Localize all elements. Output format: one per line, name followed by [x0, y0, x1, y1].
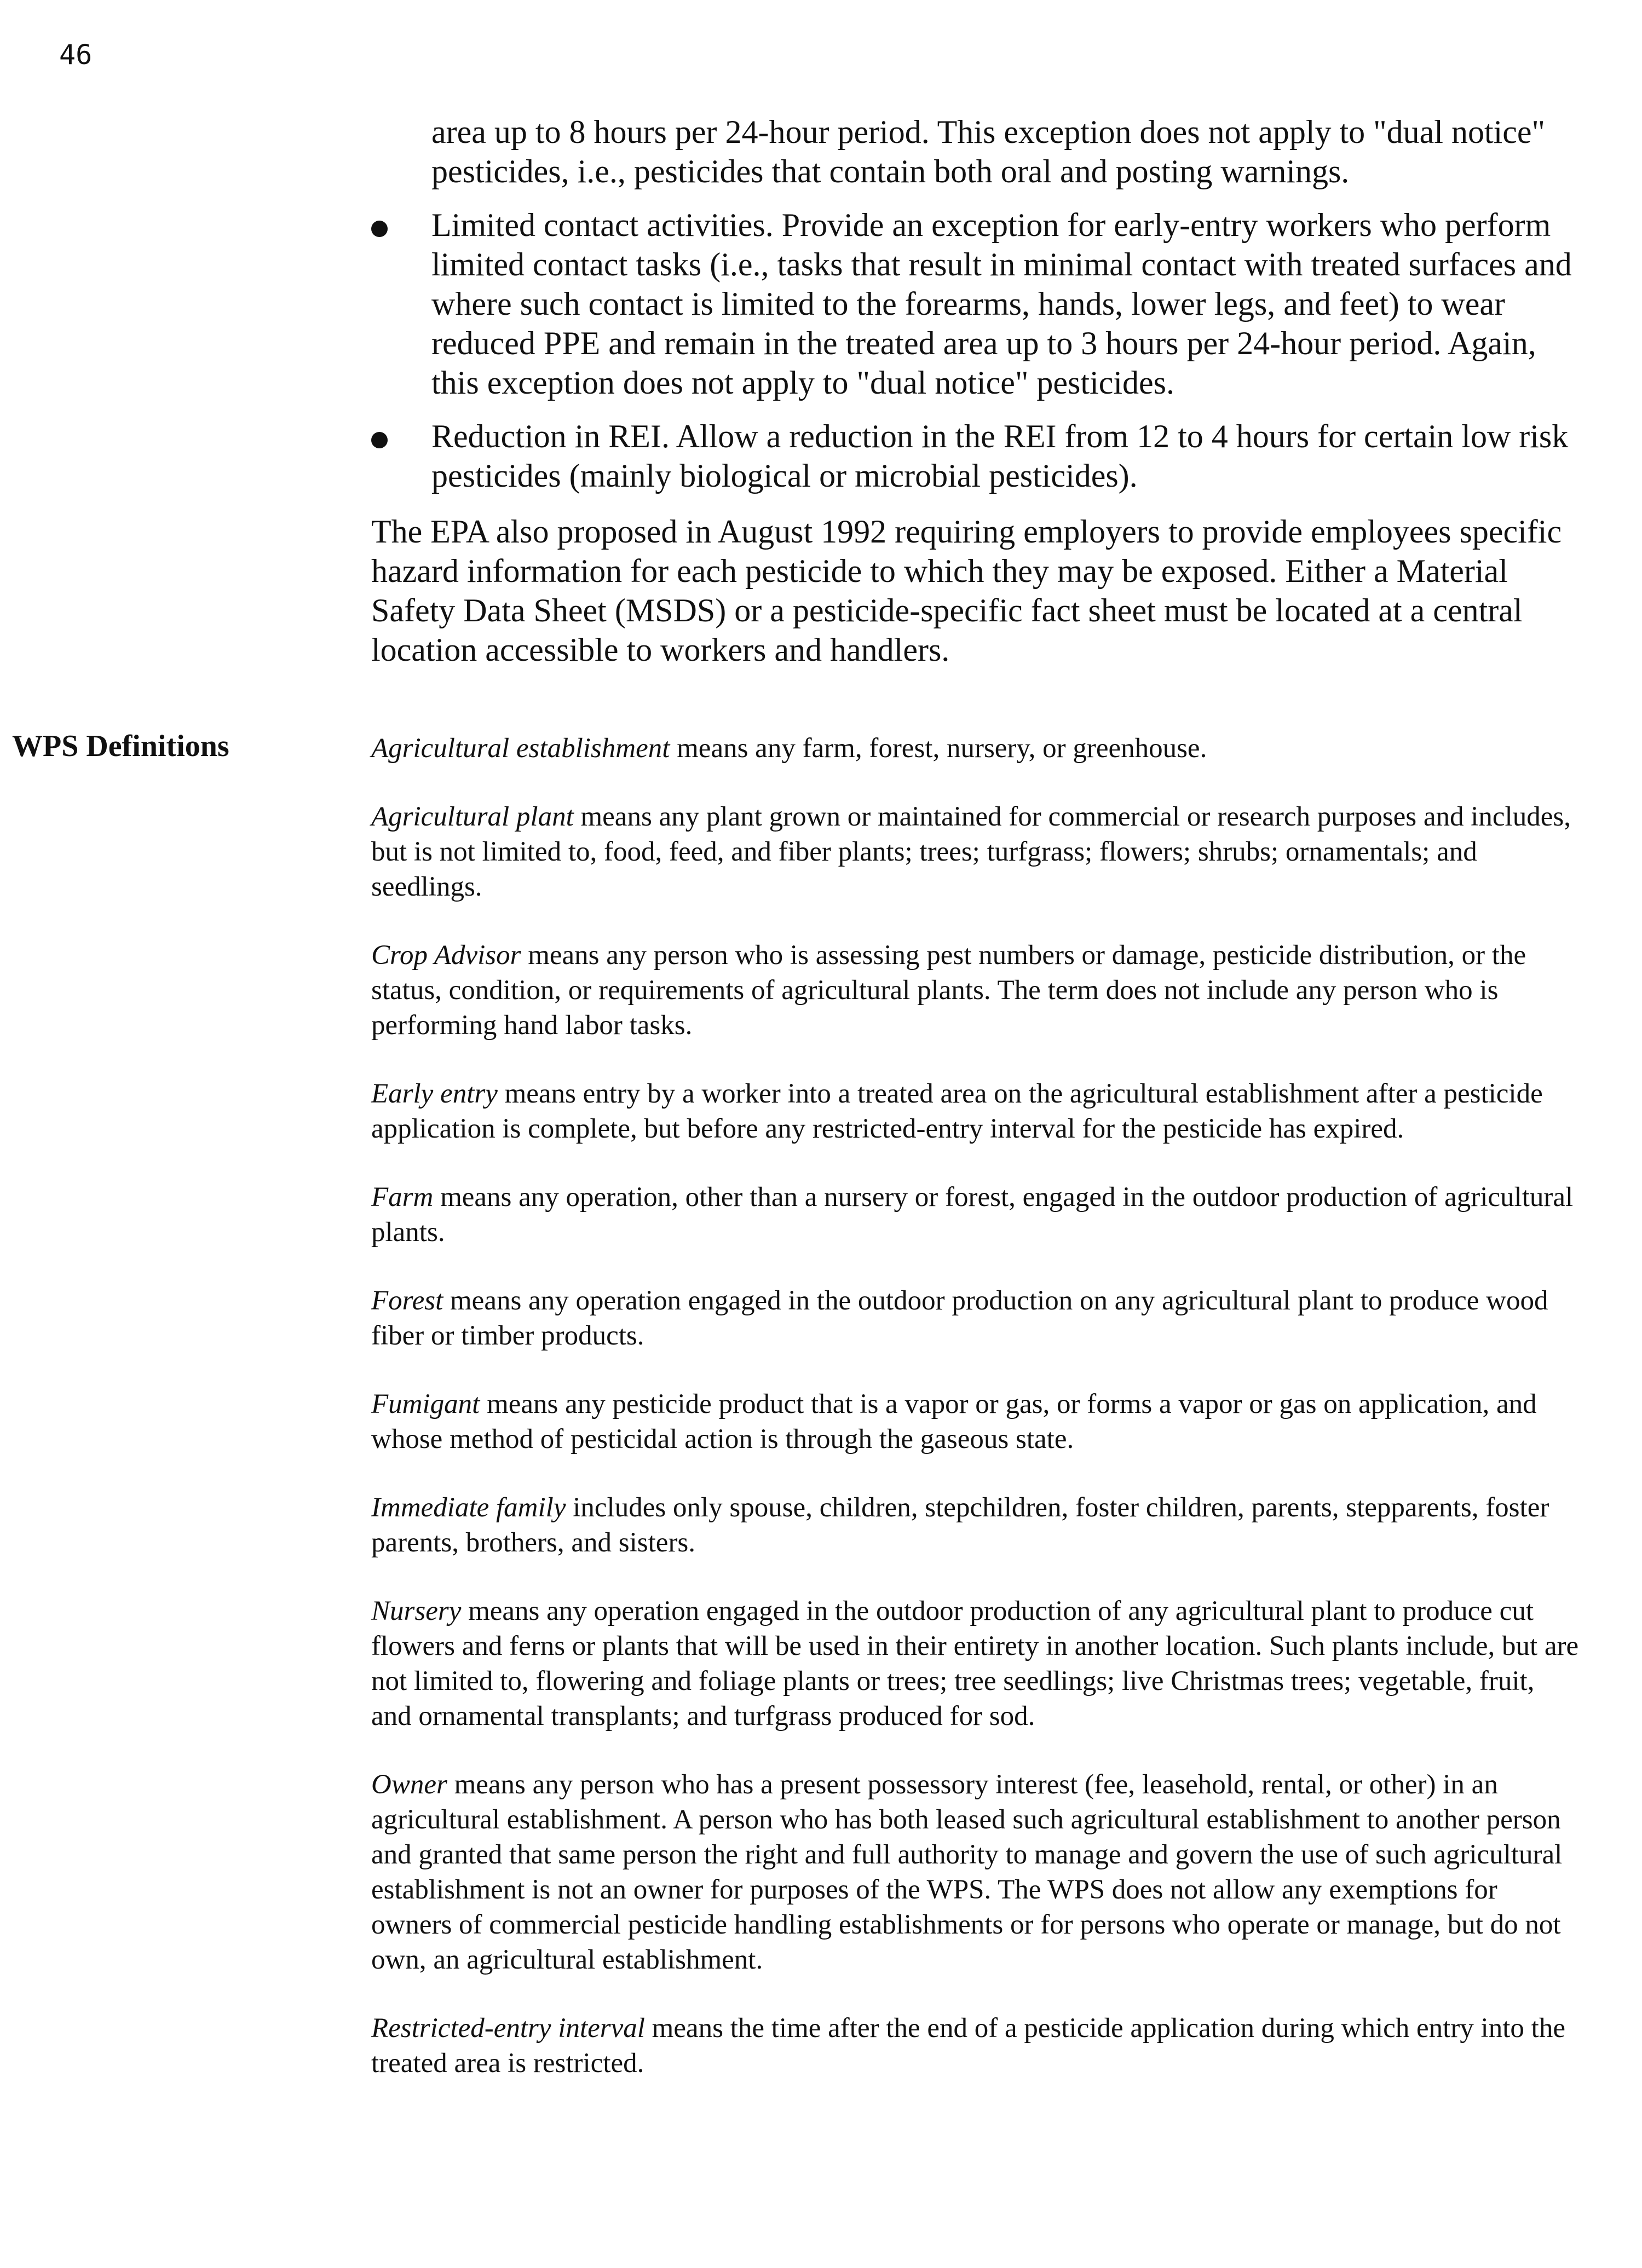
definition-term: Forest: [371, 1285, 443, 1316]
bullet-item: [371, 417, 1576, 495]
definition-term: Early entry: [371, 1078, 498, 1109]
definitions-list: [371, 731, 1581, 2114]
definition-agricultural-plant: [371, 799, 1581, 904]
definition-term: Immediate family: [371, 1492, 566, 1523]
definition-text: means any farm, forest, nursery, or greenhouse.: [670, 733, 1207, 764]
definition-nursery: [371, 1594, 1581, 1734]
definition-text: includes only spouse, children, stepchildren, foster children, parents, stepparents, foster parents, brothers, and sisters.: [371, 1492, 1549, 1558]
definition-agricultural-establishment: [371, 731, 1581, 766]
continued-paragraph: area up to 8 hours per 24-hour period. This exception does not apply to "dual notice" pesticides, i.e., pesticides that contain both oral and posting warnings.: [431, 114, 1546, 189]
definition-text: means any person who has a present possessory interest (fee, leasehold, rental, or other) in an agricultural establishment. A person who has both leased such agricultural establishment to another person and granted that same person the right and full authority to manage and govern the use of such agricultural establishment is not an owner for purposes of the WPS. The WPS does not allow any exemptions for owners of commercial pesticide handling establishments or for persons who operate or manage, but do not own, an agricultural establishment.: [371, 1769, 1563, 1975]
bullet-text: Limited contact activities. Provide an exception for early-entry workers who perform limited contact tasks (i.e., tasks that result in minimal contact with treated surfaces and where such contact is limited to the forearms, hands, lower legs, and feet) to wear reduced PPE and remain in the treated area up to 3 hours per 24-hour period. Again, this exception does not apply to "dual notice" pesticides.: [431, 207, 1572, 401]
definition-term: Fumigant: [371, 1389, 480, 1419]
definition-text: means any operation engaged in the outdoor production of any agricultural plant to produce cut flowers and ferns or plants that will be used in their entirety in another location. Such plants include, but are not limited to, flowering and foliage plants or trees; tree seedlings; live Christmas trees; vegetable, fruit, and ornamental transplants; and turfgrass produced for sod.: [371, 1596, 1579, 1732]
definition-text: means entry by a worker into a treated area on the agricultural establishment after a pesticide application is complete, but before any restricted-entry interval for the pesticide has expired.: [371, 1078, 1543, 1144]
definition-restricted-entry-interval: [371, 2011, 1581, 2081]
page-number: 46: [59, 39, 93, 71]
definition-text: means the time after the end of a pesticide application during which entry into the treated area is restricted.: [371, 2013, 1565, 2079]
bullet-item: [371, 205, 1576, 402]
definition-forest: [371, 1283, 1581, 1353]
bullet-list: [371, 205, 1576, 495]
definition-text: means any operation engaged in the outdoor production on any agricultural plant to produce wood fiber or timber products.: [371, 1285, 1548, 1351]
section-heading: WPS Definitions: [12, 729, 229, 763]
definition-term: Agricultural plant: [371, 801, 574, 832]
definition-term: Crop Advisor: [371, 940, 521, 971]
definition-term: Restricted-entry interval: [371, 2013, 645, 2044]
definition-fumigant: [371, 1387, 1581, 1457]
definition-owner: [371, 1767, 1581, 1977]
definition-term: Nursery: [371, 1596, 462, 1626]
definition-text: means any person who is assessing pest numbers or damage, pesticide distribution, or the status, condition, or requirements of agricultural plants. The term does not include any person who is performing hand labor tasks.: [371, 940, 1526, 1041]
definition-term: Farm: [371, 1182, 434, 1213]
bullet-dot-icon: [371, 221, 388, 237]
definition-text: means any pesticide product that is a vapor or gas, or forms a vapor or gas on application, and whose method of pesticidal action is through the gaseous state.: [371, 1389, 1537, 1455]
definition-text: means any plant grown or maintained for commercial or research purposes and includes, but is not limited to, food, feed, and fiber plants; trees; turfgrass; flowers; shrubs; ornamentals; and seedlings.: [371, 801, 1571, 902]
definition-text: means any operation, other than a nursery or forest, engaged in the outdoor production of agricultural plants.: [371, 1182, 1574, 1248]
definition-farm: [371, 1180, 1581, 1250]
definition-immediate-family: [371, 1490, 1581, 1560]
definition-term: Agricultural establishment: [371, 733, 670, 764]
bullet-text: Reduction in REI. Allow a reduction in the REI from 12 to 4 hours for certain low risk pesticides (mainly biological or microbial pesticides).: [431, 418, 1569, 494]
epa-paragraph: The EPA also proposed in August 1992 requiring employers to provide employees specific hazard information for each pesticide to which they may be exposed. Either a Material Safety Data Sheet (MSDS) or a pesticide-specific fact sheet must be located at a central location accessible to workers and handlers.: [371, 513, 1562, 668]
definition-early-entry: [371, 1076, 1581, 1146]
definition-crop-advisor: [371, 938, 1581, 1043]
bullet-dot-icon: [371, 432, 388, 448]
definition-term: Owner: [371, 1769, 447, 1800]
top-section: [371, 112, 1576, 670]
